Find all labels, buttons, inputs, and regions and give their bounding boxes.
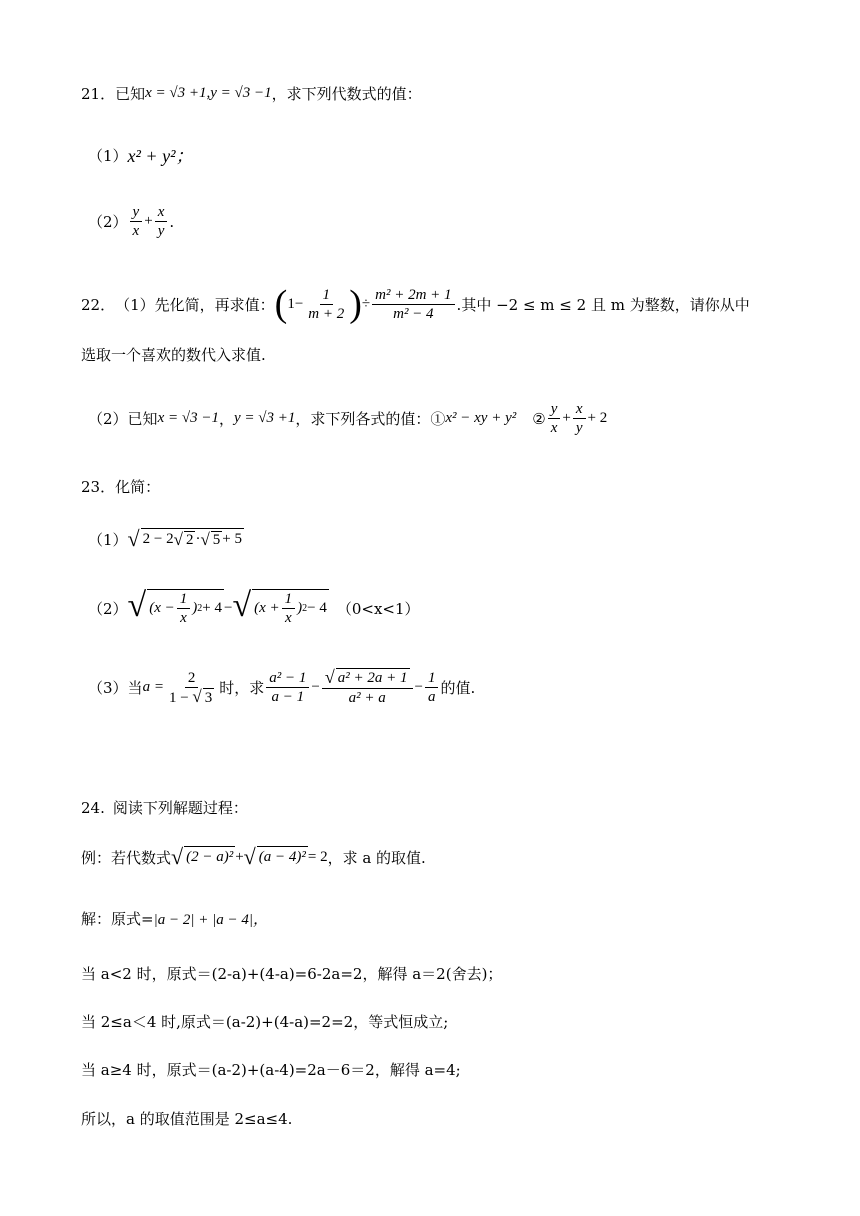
q23-p3-text1: 当 — [127, 679, 143, 697]
q21-cond-y: y = √3 −1 — [210, 85, 272, 101]
q22-line1: 22． （1） 先化简，再求值： ( 1− $\frac{1}{m + 2}$ ) ÷ $\frac{\text{m² + 2m + 1}}{\text{m² − 4}}$ .其中 −2 ≤ m ≤ 2 且 m 为整数，请你从中 — [81, 283, 750, 325]
q23-title: 化简： — [115, 478, 161, 496]
q24-number: 24. — [81, 798, 105, 817]
q21-intro: 已知 — [115, 85, 146, 103]
q24-solution — [81, 908, 268, 929]
q23-p3-label: （3） — [88, 679, 128, 697]
q24-title: 阅读下列解题过程： — [112, 799, 248, 817]
q23-part1 — [88, 528, 244, 550]
q24-example-label: 例：若代数式 — [81, 848, 172, 867]
q22-p1-label: （1） — [115, 295, 155, 314]
q22-frac-1-over-m2: $\frac{1}{m + 2}$ — [308, 286, 345, 322]
q22-part2: （2） 已知 x = √3 −1 ， y = √3 +1 ，求下列各式的值：① x² − xy + y² ② $\frac{y}{x}$ + $\frac{x}{y}$ + 2 — [88, 401, 608, 436]
q21-frac-xy: $\frac{x}{y}$ — [155, 203, 168, 240]
q22-p2-e2-tail: + 2 — [587, 410, 608, 426]
q21-tail: ，求下列代数式的值： — [271, 85, 422, 103]
q22-frac-main: $\frac{\text{m² + 2m + 1}}{\text{m² − 4}}$ — [372, 286, 454, 323]
q21-part2: （2） $\frac{y}{x}$ + $\frac{x}{y}$ . — [88, 204, 175, 239]
q22-p2-text1: 已知 — [127, 410, 158, 428]
q23-part2: （2） √ (x − $\frac{1}{x}$ ) 2 + 4 − √ (x + $\frac{1}{x}$ ) 2 − 4 （0<x<1） — [88, 587, 420, 626]
q21-line — [81, 83, 422, 104]
q21-cond-x: x = √3 +1, — [145, 85, 211, 101]
q23-p2-sqrt2: √ (x + $\frac{1}{x}$ ) 2 − 4 — [232, 587, 327, 626]
q23-p2-label: （2） — [88, 599, 128, 618]
q21-frac-yx: $\frac{y}{x}$ — [130, 203, 143, 240]
q21-p2-label: （2） — [88, 213, 128, 231]
q23-p2-sqrt1: √ (x − $\frac{1}{x}$ ) 2 + 4 — [127, 587, 222, 626]
q23-p1-expr: √ 2 − 2 √ 2 · √ 5 + 5 — [127, 526, 242, 551]
q23-title-line — [81, 476, 160, 497]
q24-conclusion: 所以，a 的取值范围是 2≤a≤4. — [81, 1110, 293, 1128]
q22-p1-cond: .其中 −2 ≤ m ≤ 2 且 m 为整数，请你从中 — [456, 295, 750, 314]
q22-number: 22． — [81, 295, 116, 314]
q21-p1-label: （1） — [88, 146, 128, 165]
q22-p2-text2: ，求下列各式的值：① — [295, 410, 446, 428]
q24-sol-expr: |a − 2| + |a − 4|， — [153, 912, 268, 928]
q22-p1-text: 先化简，再求值： — [154, 295, 275, 314]
q24-example-tail: ，求 a 的取值. — [327, 848, 426, 867]
q23-p2-cond: （0<x<1） — [336, 599, 420, 618]
q23-part3: （3） 当 a = 2 1 − √ 3 时，求 $\frac{\text{a² − 1}}{a - 1}$ − √ a² + 2a + 1 a² + a − $\frac{1}{a}$ 的值. — [88, 667, 476, 706]
q24-example: 例：若代数式 √ (2 − a)² + √ (a − 4)² = 2 ，求 a 的取值. — [81, 844, 426, 869]
q23-p1-label: （1） — [88, 530, 128, 549]
q23-p3-text2: 时，求 — [219, 679, 265, 697]
q22-p2-sep: ， — [218, 410, 234, 428]
q24-case2: 当 2≤a＜4 时,原式＝(a-2)+(4-a)=2=2，等式恒成立; — [81, 1013, 449, 1031]
q24-case1: 当 a<2 时，原式＝(2-a)+(4-a)=6-2a=2，解得 a＝2(舍去)； — [81, 965, 503, 983]
q22-p2-y: y = √3 +1 — [233, 410, 296, 426]
q21-number: 21． — [81, 85, 116, 103]
q21-p2-tail: . — [169, 212, 175, 231]
q24-case3: 当 a≥4 时，原式＝(a-2)+(a-4)=2a－6＝2，解得 a=4; — [81, 1061, 461, 1079]
q24-title-line — [81, 797, 248, 818]
q22-line2 — [81, 344, 266, 365]
q23-p3-tail: 的值. — [440, 679, 476, 697]
q22-p2-x: x = √3 −1 — [157, 410, 219, 426]
q24-sol-label: 解：原式= — [81, 910, 154, 928]
q22-p1-cont: 选取一个喜欢的数代入求值. — [81, 346, 266, 364]
q22-p2-circ2: ② — [532, 409, 546, 428]
q22-p2-e1: x² − xy + y² — [445, 410, 517, 426]
q21-p1-expr: x² + y²； — [127, 146, 194, 166]
q21-part1 — [88, 142, 193, 168]
q22-p2-label: （2） — [88, 410, 128, 428]
q23-number: 23． — [81, 478, 116, 496]
